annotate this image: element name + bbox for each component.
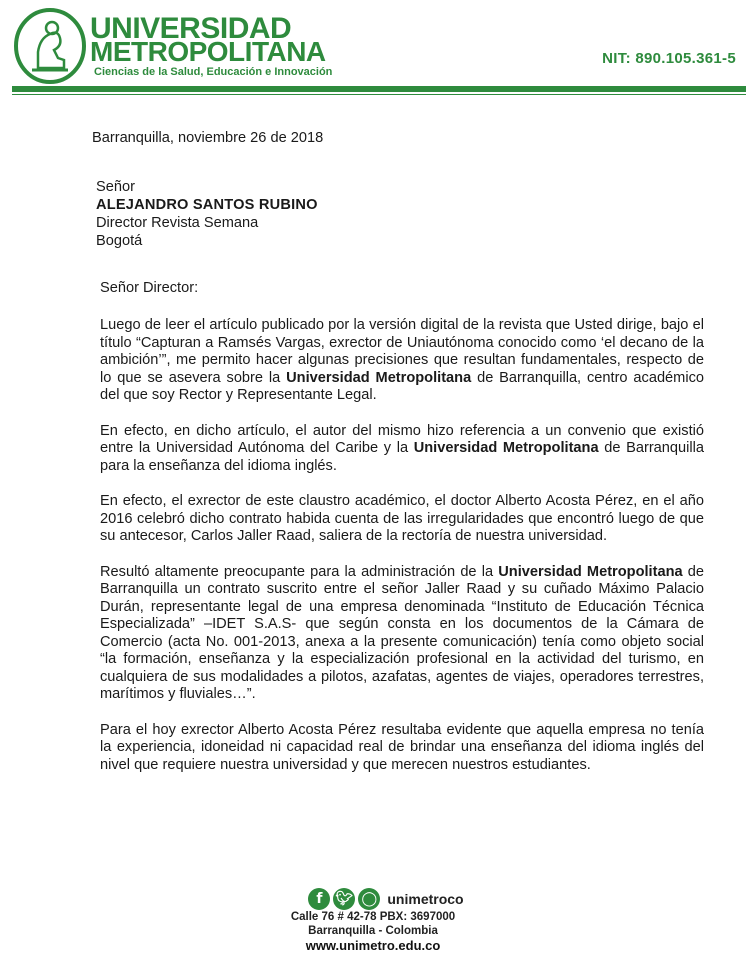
twitter-icon[interactable]: 🐦︎ (333, 888, 355, 910)
brand-tagline: Ciencias de la Salud, Educación e Innovación (94, 66, 333, 78)
letter-paragraph (100, 722, 704, 775)
paragraph-text: Luego de leer el artículo publicado por la versión digital de la revista que Usted dirige, bajo el título “Capturan a Ramsés Vargas, exrector de Uniautónoma conocido como ‘el decano de la ambición’”, me permito hacer algunas precisiones que resultan fundamentales, respecto de lo que se asevera sobre la (100, 317, 704, 386)
header-divider (12, 86, 746, 92)
letterhead (0, 0, 746, 100)
paragraph-text: de Barranquilla un contrato suscrito entre el señor Jaller Raad y su cuñado Máximo Palacio Durán, representante legal de una empresa denominada “Instituto de Educación Técnica Especializada” –IDET S.A.S- que según consta en los documentos de la Cámara de Comercio (acta No. 001-2013, anexa a la presente comunicación) tenía como objeto social “la formación, enseñanza y la especialización profesional en la actividad del turismo, en cualquiera de sus modalidades a pilotos, azafatas, agentes de viajes, operadores terrestres, marítimos y fluviales…”. (100, 563, 704, 702)
instagram-icon[interactable]: ◯ (358, 888, 380, 910)
paragraph-text: En efecto, en dicho artículo, el autor del mismo hizo referencia a un convenio que existió entre la Universidad Autónoma del Caribe y la (100, 422, 704, 456)
letter-paragraph (100, 493, 704, 546)
recipient-title: Señor (96, 178, 135, 195)
letter-paragraph (100, 564, 704, 704)
bold-text: Universidad Metropolitana (413, 440, 599, 456)
recipient-name: ALEJANDRO SANTOS RUBINO (96, 196, 318, 213)
paragraph-text: En efecto, el exrector de este claustro académico, el doctor Alberto Acosta Pérez, en el año 2016 celebró dicho contrato habida cuenta de las irregularidades que encontró luego de que su antecesor, Carlos Jaller Raad, saliera de la rectoría de nuestra universidad. (100, 493, 704, 544)
social-handle[interactable]: unimetroco (387, 891, 464, 907)
paragraph-text: de Barranquilla, centro académico del que soy Rector y Representante Legal. (100, 369, 704, 403)
letter-paragraph (100, 423, 704, 476)
footer-website[interactable]: www.unimetro.edu.co (305, 938, 441, 953)
footer-address: Calle 76 # 42-78 PBX: 3697000 (290, 911, 456, 923)
thinker-statue-emblem-icon (14, 8, 86, 84)
bold-text: Universidad Metropolitana (498, 563, 683, 580)
letter-body (92, 130, 704, 792)
brand-name-line2: METROPOLITANA (90, 36, 326, 67)
letter-paragraph (100, 317, 704, 405)
recipient-block (96, 178, 704, 250)
recipient-city: Bogotá (96, 232, 143, 249)
brand-name-line1: UNIVERSIDAD (90, 12, 292, 45)
salutation: Señor Director: (100, 279, 199, 296)
nit-number: NIT: 890.105.361-5 (602, 50, 736, 67)
social-row (26, 888, 746, 910)
paragraph-text: de Barranquilla para la enseñanza del idioma inglés. (100, 440, 704, 474)
facebook-icon[interactable]: f (308, 888, 330, 910)
letter-date: Barranquilla, noviembre 26 de 2018 (92, 130, 324, 146)
letter-footer (0, 888, 746, 960)
footer-city: Barranquilla - Colombia (308, 925, 438, 937)
header-divider-thin (12, 94, 746, 95)
paragraph-text: Resultó altamente preocupante para la administración de la (100, 563, 499, 580)
recipient-role: Director Revista Semana (96, 214, 259, 231)
bold-text: Universidad Metropolitana (286, 369, 472, 386)
paragraph-text: Para el hoy exrector Alberto Acosta Pérez resultaba evidente que aquella empresa no tenía la experiencia, idoneidad ni capacidad real de brindar una enseñanza del idioma inglés del nivel que requiere nuestra universidad y que merecen nuestros estudiantes. (100, 721, 704, 773)
letter-paragraphs (92, 317, 704, 774)
